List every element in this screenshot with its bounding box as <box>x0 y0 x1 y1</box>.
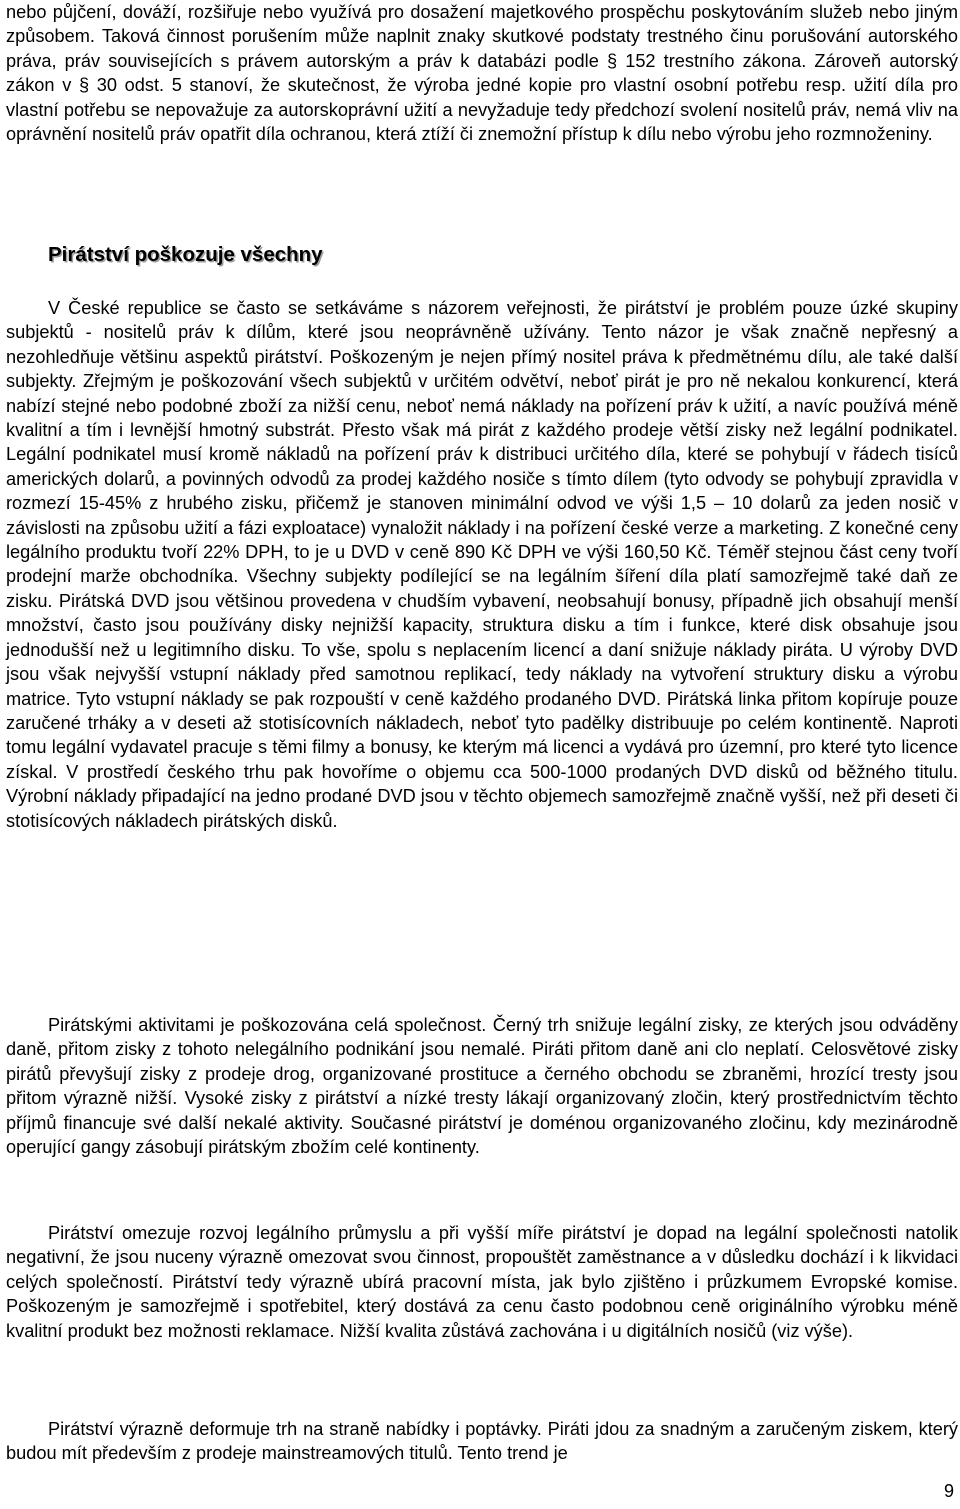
page-number: 9 <box>943 1481 954 1501</box>
paragraph-4: Pirátství omezuje rozvoj legálního průmyslu a při vyšší míře pirátství je dopad na legální společnosti natolik negativní, že jsou nuceny výrazně omezovat svou činnost, propouštět zaměstnance a v důsledku dochází i k likvidaci celých společností. Pirátství tedy výrazně ubírá pracovní místa, jak bylo zjištěno i průzkumem Evropské komise. Poškozeným je samozřejmě i spotřebitel, který dostává za cenu často podobnou ceně originálního výrobku méně kvalitní produkt bez možnosti reklamace. Nižší kvalita zůstává zachována i u digitálních nosičů (viz výše). <box>6 1223 958 1341</box>
section-heading: Pirátství poškozuje všechny <box>48 243 323 266</box>
paragraph-2: V České republice se často se setkáváme s názorem veřejnosti, že pirátství je problém pouze úzké skupiny subjektů - nositelů práv k dílům, které jsou neoprávněně užívány. Tento názor je však značně nepřesný a nezohledňuje většinu aspektů pirátství. Poškozeným je nejen přímý nositel práva k předmětnému dílu, ale také další subjekty. Zřejmým je poškozování všech subjektů v určitém odvětví, neboť pirát je pro ně nekalou konkurencí, která nabízí stejné nebo podobné zboží za nižší cenu, neboť nemá náklady na pořízení práv k užití, a navíc používá méně kvalitní a tím i levnější hmotný substrát. Přesto však má pirát z každého prodeje větší zisky než legální podnikatel. Legální podnikatel musí kromě nákladů na pořízení práv k distribuci určitého díla, které se pohybují v řádech tisíců amerických dolarů, a povinných odvodů za prodej každého nosiče s tímto dílem (tyto odvody se pohybují zpravidla v rozmezí 15-45% z hrubého zisku, přičemž je stanoven minimální odvod ve výši 1,5 – 10 dolarů za jeden nosič v závislosti na způsobu užití a fázi exploatace) vynaložit náklady i na pořízení české verze a marketing. Z konečné ceny legálního produktu tvoří 22% DPH, to je u DVD v ceně 890 Kč DPH ve výši 160,50 Kč. Téměř stejnou část ceny tvoří prodejní marže obchodníka. Všechny subjekty podílející se na legálním šíření díla platí samozřejmě také daň ze zisku. Pirátská DVD jsou většinou provedena v chudším vybavení, neobsahují bonusy, případně jich obsahují menší množství, často jsou používány disky nejnižší kapacity, struktura disku a tím i funkce, které disk obsahuje jsou jednodušší než u legitimního disku. To vše, spolu s neplacením licencí a daní snižuje náklady piráta. U výroby DVD jsou však nejvyšší vstupní náklady před samotnou replikací, tedy náklady na vytvoření struktury disku a výrobu matrice. Tyto vstupní náklady se pak rozpouští v ceně každého prodaného DVD. Pirátská linka přitom kopíruje pouze zaručené trháky a v deseti až stotisícovních nákladech, neboť tyto padělky distribuuje po celém kontinentě. Naproti tomu legální vydavatel pracuje s těmi filmy a bonusy, ke kterým má licenci a vydává pro územní, pro které tyto licence získal. V prostředí českého trhu pak hovoříme o objemu cca 500-1000 prodaných DVD disků od běžného titulu. Výrobní náklady připadající na jedno prodané DVD jsou v těchto objemech samozřejmě značně vyšší, než při deseti či stotisícových nákladech pirátských disků. <box>6 298 958 831</box>
paragraph-5: Pirátství výrazně deformuje trh na straně nabídky i poptávky. Piráti jdou za snadným a zaručeným ziskem, který budou mít především z prodeje mainstreamových titulů. Tento trend je <box>6 1419 958 1464</box>
paragraph-1: nebo půjčení, dováží, rozšiřuje nebo využívá pro dosažení majetkového prospěchu poskytováním služeb nebo jiným způsobem. Taková činnost porušením může naplnit znaky skutkové podstaty trestného činu porušování autorského práva, práv souvisejících s právem autorským a práv k databázi podle § 152 trestního zákona. Zároveň autorský zákon v § 30 odst. 5 stanoví, že skutečnost, že výroba jedné kopie pro vlastní osobní potřebu resp. užití díla pro vlastní potřebu se nepovažuje za autorskoprávní užití a nevyžaduje tedy předchozí svolení nositelů práv, nemá vliv na oprávnění nositelů práv opatřit díla ochranou, která ztíží či znemožní přístup k dílu nebo výrobu jeho rozmnoženiny. <box>6 2 958 145</box>
paragraph-block-4 <box>6 1221 958 1343</box>
paragraph-block-2 <box>6 296 958 833</box>
paragraph-3: Pirátskými aktivitami je poškozována celá společnost. Černý trh snižuje legální zisky, ze kterých jsou odváděny daně, přitom zisky z tohoto nelegálního podnikání jsou nemalé. Piráti přitom daně ani clo neplatí. Celosvětové zisky pirátů převyšují zisky z prodeje drog, organizované prostituce a černého obchodu se zbraněmi, hrozící tresty jsou přitom výrazně nižší. Vysoké zisky z pirátství a nízké tresty lákají organizovaný zločin, který prostřednictvím těchto příjmů financuje své další nekalé aktivity. Současné pirátství je doménou organizovaného zločinu, kdy mezinárodně operující gangy zásobují pirátským zbožím celé kontinenty. <box>6 1015 958 1158</box>
paragraph-continued <box>6 0 958 146</box>
paragraph-block-5 <box>6 1417 958 1466</box>
section-heading-wrap <box>48 243 323 267</box>
paragraph-block-3 <box>6 1013 958 1159</box>
